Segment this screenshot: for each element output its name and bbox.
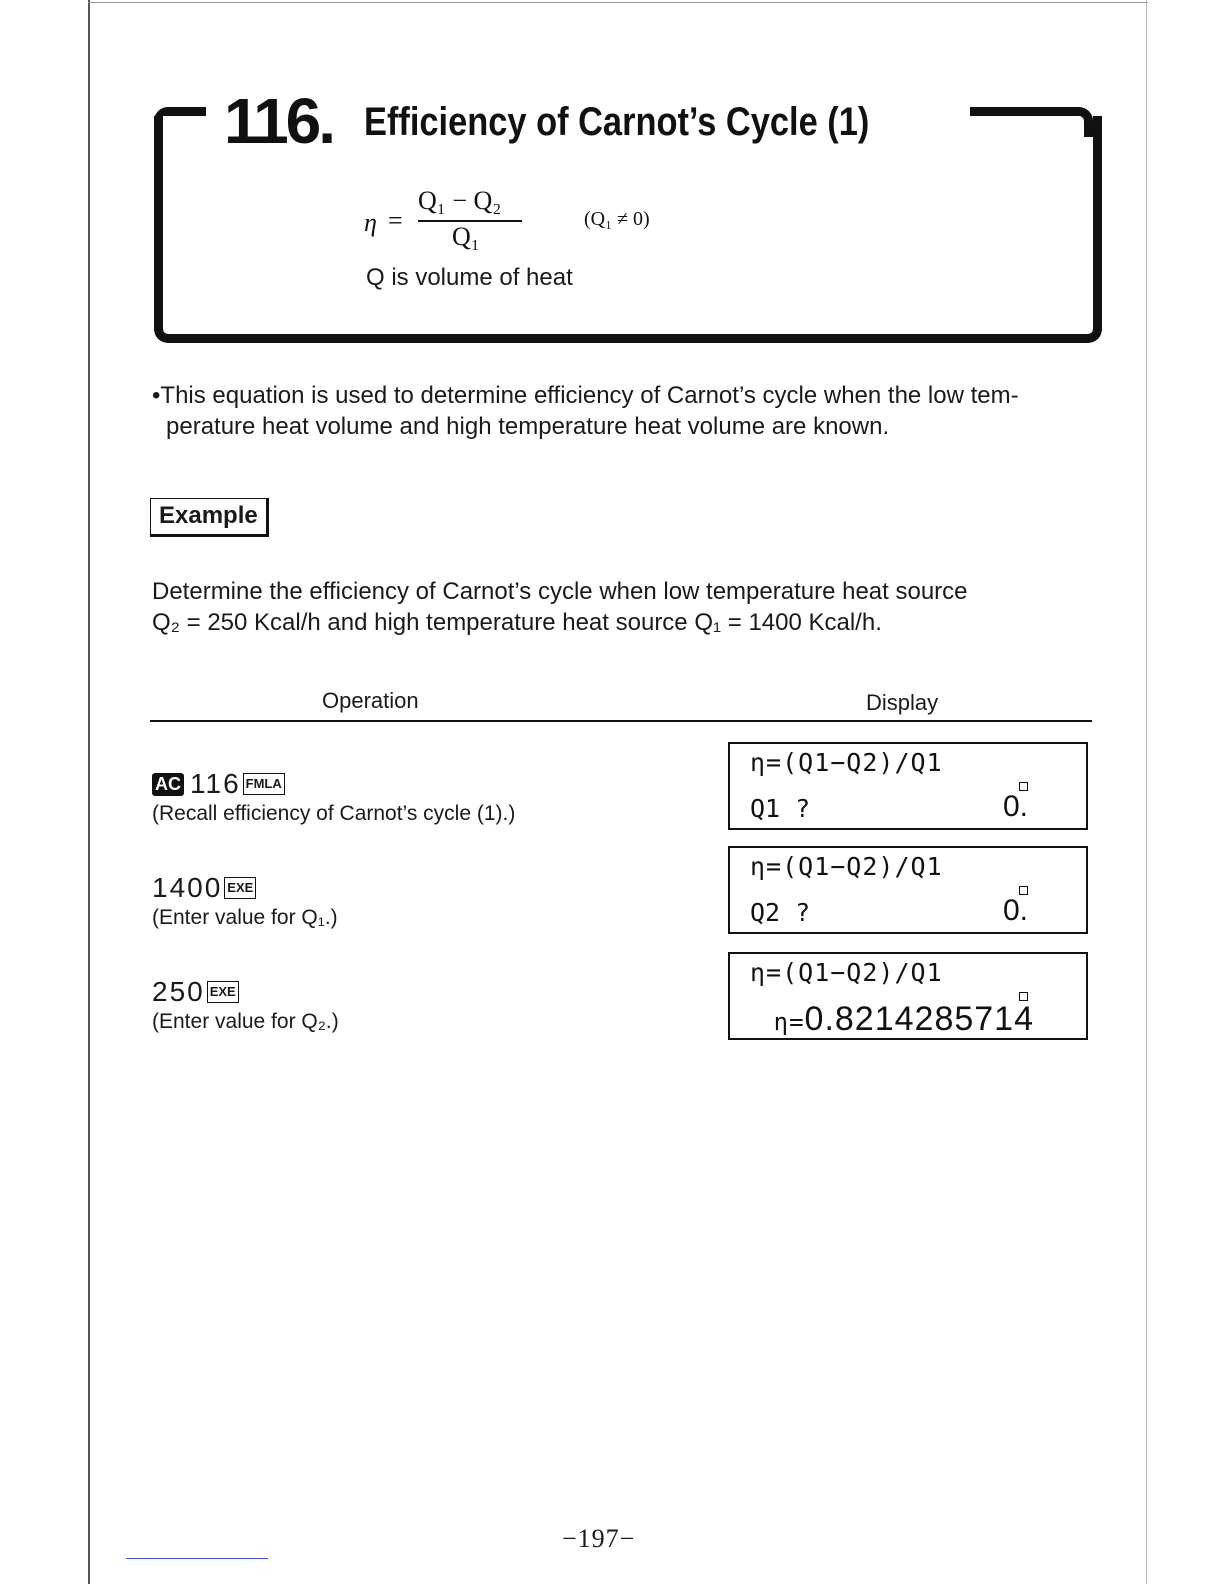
formula-equals: = bbox=[388, 206, 403, 235]
operation-step-2 bbox=[152, 872, 338, 930]
description-line-1: •This equation is used to determine efficiency of Carnot’s cycle when the low tem- bbox=[152, 382, 1019, 409]
display-formula: η=(Q1−Q2)/Q1 bbox=[750, 958, 943, 987]
key-sequence bbox=[152, 768, 515, 800]
key-digits: 116 bbox=[190, 768, 241, 799]
example-problem bbox=[152, 576, 1112, 638]
operation-step-3 bbox=[152, 976, 339, 1034]
example-line-2: Q₂ = 250 Kcal/h and high temperature heat source Q₁ = 1400 Kcal/h. bbox=[152, 609, 882, 636]
step-description: (Recall efficiency of Carnot’s cycle (1).) bbox=[152, 802, 516, 825]
page-number: −197− bbox=[562, 1524, 636, 1553]
display-formula: η=(Q1−Q2)/Q1 bbox=[750, 852, 943, 881]
exe-key-icon: EXE bbox=[224, 877, 256, 899]
formula-denominator: Q₁ bbox=[452, 222, 480, 251]
exe-key-icon: EXE bbox=[207, 981, 239, 1003]
example-label: Example bbox=[150, 498, 269, 537]
formula-numerator: Q₁ − Q₂ bbox=[418, 186, 502, 215]
ac-key-icon: AC bbox=[152, 773, 184, 796]
formula-lhs: η bbox=[364, 208, 377, 237]
example-line-1: Determine the efficiency of Carnot’s cycle when low temperature heat source bbox=[152, 578, 968, 605]
display-prompt: Q1 ? bbox=[750, 794, 811, 823]
display-header: Display bbox=[866, 690, 939, 715]
display-value: 0. bbox=[1002, 790, 1028, 823]
result-label: η= bbox=[773, 1008, 805, 1036]
calculator-display-1 bbox=[728, 742, 1088, 830]
display-result bbox=[774, 1000, 1034, 1039]
page-edge-top bbox=[88, 2, 1148, 3]
description-line-2: perature heat volume and high temperature heat volume are known. bbox=[166, 413, 890, 440]
operation-step-1 bbox=[152, 768, 515, 826]
formula-condition: (Q₁ ≠ 0) bbox=[584, 208, 650, 230]
step-description: (Enter value for Q₂.) bbox=[152, 1010, 339, 1033]
key-digits: 1400 bbox=[152, 872, 223, 903]
program-title: Efficiency of Carnot’s Cycle (1) bbox=[364, 100, 870, 144]
page-edge bbox=[88, 0, 90, 1584]
formula-note: Q is volume of heat bbox=[366, 264, 573, 291]
fmla-key-icon: FMLA bbox=[243, 773, 285, 795]
table-rule bbox=[150, 720, 1092, 722]
calculator-display-3 bbox=[728, 952, 1088, 1040]
key-sequence bbox=[152, 872, 338, 904]
page-edge-right bbox=[1146, 0, 1147, 1584]
operation-header: Operation bbox=[322, 688, 419, 713]
description bbox=[152, 380, 1112, 442]
result-value: 0.8214285714 bbox=[804, 1000, 1034, 1038]
display-formula: η=(Q1−Q2)/Q1 bbox=[750, 748, 943, 777]
key-sequence bbox=[152, 976, 339, 1008]
key-digits: 250 bbox=[152, 976, 205, 1007]
calculator-display-2 bbox=[728, 846, 1088, 934]
step-description: (Enter value for Q₁.) bbox=[152, 906, 338, 929]
display-prompt: Q2 ? bbox=[750, 898, 811, 927]
program-number: 116. bbox=[224, 85, 334, 157]
display-value: 0. bbox=[1002, 894, 1028, 927]
bottom-rule bbox=[126, 1558, 268, 1559]
